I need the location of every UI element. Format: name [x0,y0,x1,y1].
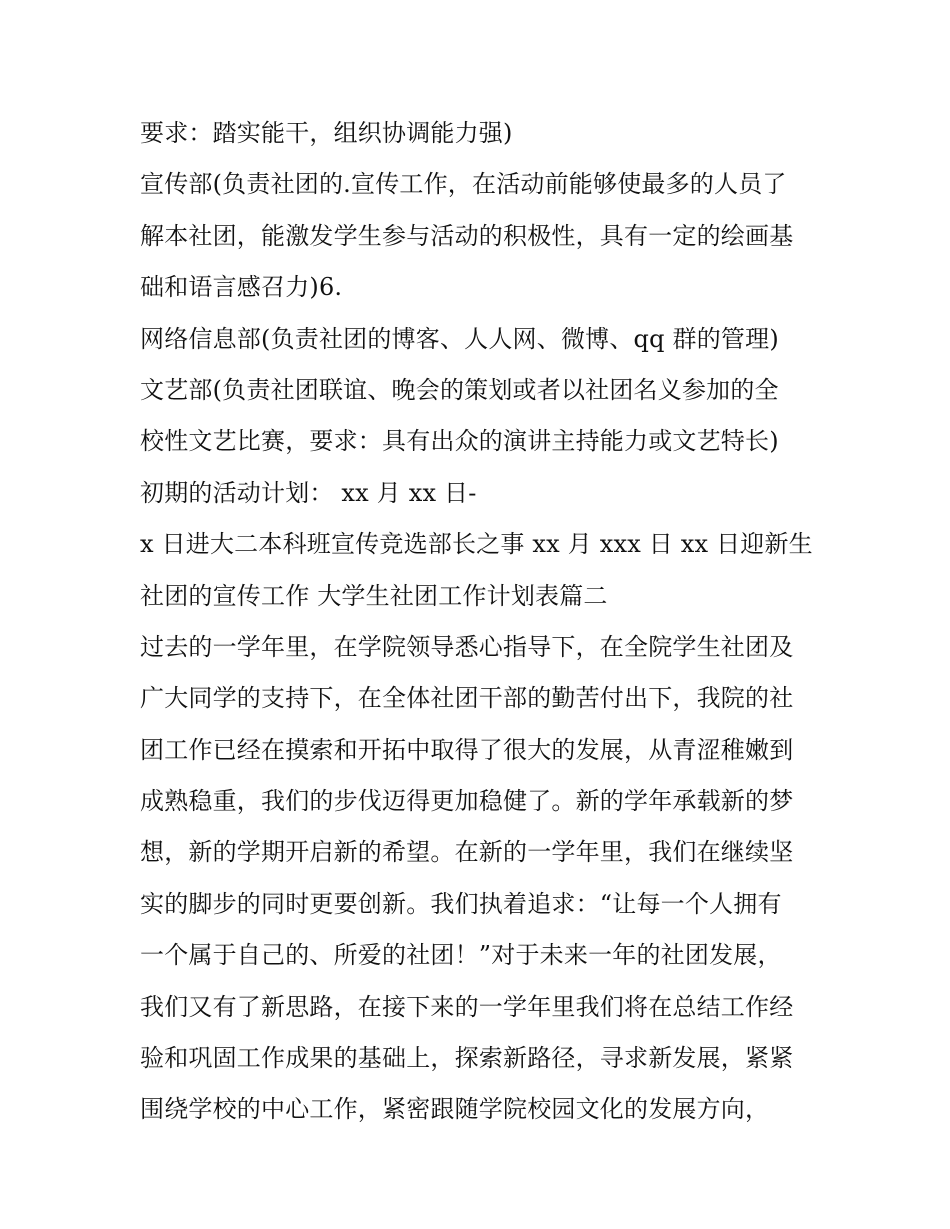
text-line: x 日进大二本科班宣传竞选部长之事 xx 月 xxx 日 xx 日迎新生 [140,530,813,559]
text-line: 广大同学的支持下，在全体社团干部的勤苦付出下，我院的社 [140,684,794,713]
text-line: 解本社团，能激发学生参与活动的积极性，具有一定的绘画基 [140,221,794,250]
text-line: 实的脚步的同时更要创新。我们执着追求：“让每一个人拥有 [140,889,782,918]
text-line: 初期的活动计划： xx 月 xx 日- [140,478,477,507]
text-line: 校性文艺比赛，要求：具有出众的演讲主持能力或文艺特长) [140,427,779,456]
text-line: 宣传部(负责社团的.宣传工作，在活动前能够使最多的人员了 [140,170,787,199]
text-line: 社团的宣传工作 大学生社团工作计划表篇二 [140,581,608,610]
text-line: 围绕学校的中心工作，紧密跟随学院校园文化的发展方向， [140,1095,770,1124]
text-line: 我们又有了新思路，在接下来的一学年里我们将在总结工作经 [140,992,794,1021]
text-line: 网络信息部(负责社团的博客、人人网、微博、qq 群的管理) [140,324,779,353]
text-line: 过去的一学年里，在学院领导悉心指导下，在全院学生社团及 [140,632,794,661]
text-line: 础和语言感召力)6. [140,273,343,302]
text-line: 团工作已经在摸索和开拓中取得了很大的发展，从青涩稚嫩到 [140,735,794,764]
text-line: 文艺部(负责社团联谊、晚会的策划或者以社团名义参加的全 [140,375,779,404]
text-line: 成熟稳重，我们的步伐迈得更加稳健了。新的学年承载新的梦 [140,787,794,816]
text-line: 验和巩固工作成果的基础上，探索新路径，寻求新发展，紧紧 [140,1044,794,1073]
document-body [140,108,830,1136]
text-line: 想，新的学期开启新的希望。在新的一学年里，我们在继续坚 [140,838,794,867]
text-line: 一个属于自己的、所爱的社团！”对于未来一年的社团发展， [140,941,782,970]
text-line: 要求：踏实能干，组织协调能力强) [140,119,513,147]
